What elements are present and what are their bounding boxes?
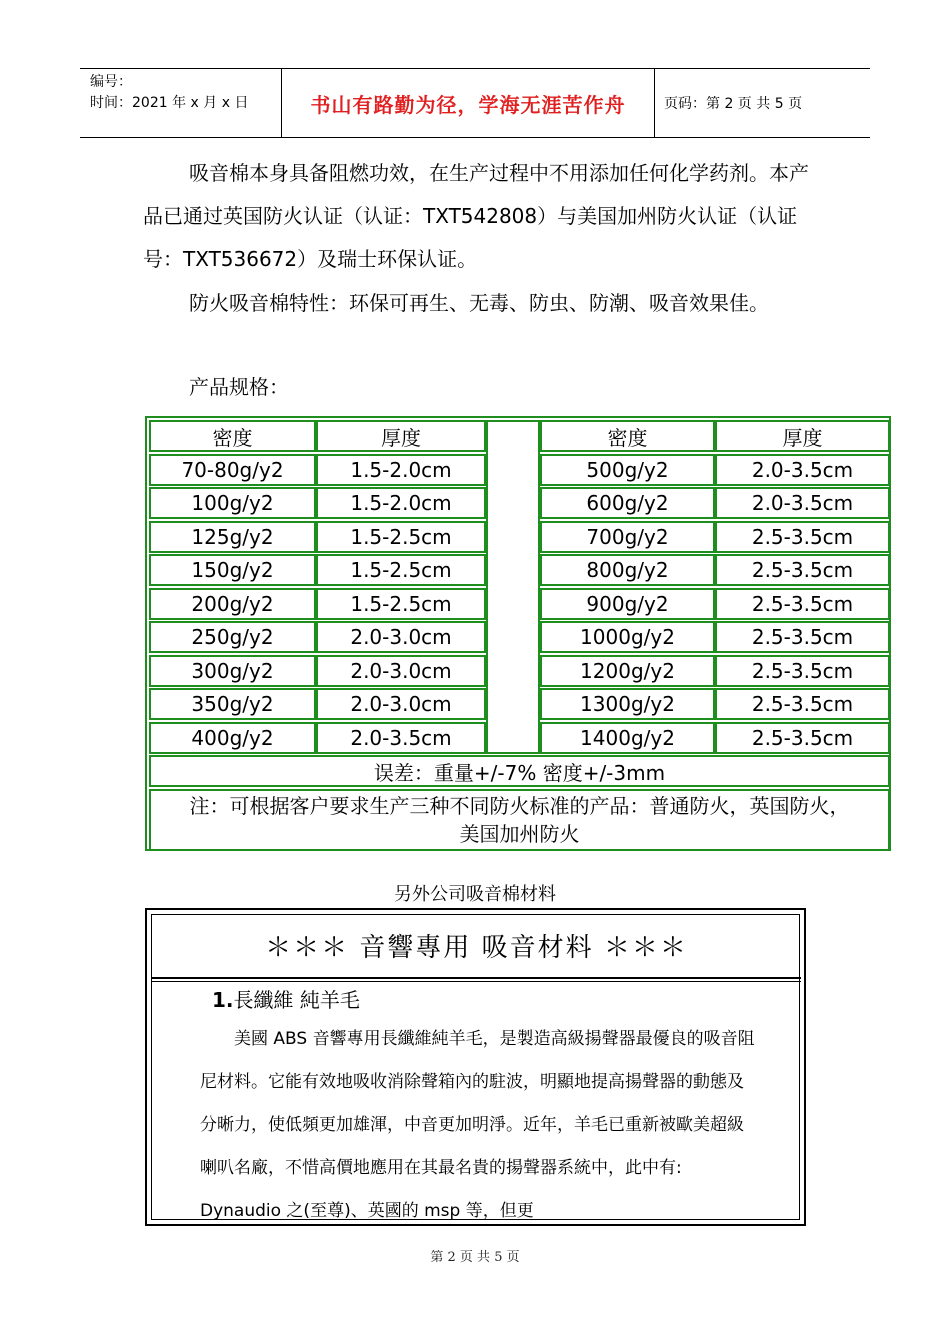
table-cell-thickness: 2.5-3.5cm [715, 554, 890, 586]
paragraph-features: 防火吸音棉特性：环保可再生、无毒、防虫、防潮、吸音效果佳。 [189, 291, 769, 315]
table-cell-density: 1000g/y2 [540, 621, 715, 653]
table-cell-density: 700g/y2 [540, 521, 715, 553]
table-cell-thickness: 2.0-3.5cm [316, 722, 486, 754]
table-cell-thickness: 1.5-2.0cm [316, 487, 486, 519]
table-header-cell: 厚度 [715, 420, 890, 452]
table-cell-density: 350g/y2 [149, 688, 316, 720]
table-note-line: 注：可根据客户要求生产三种不同防火标准的产品：普通防火，英国防火， [189, 793, 850, 818]
table-cell-thickness: 1.5-2.0cm [316, 454, 486, 486]
table-header-cell: 密度 [540, 420, 715, 452]
title-rule [152, 981, 801, 982]
table-cell-thickness: 2.0-3.5cm [715, 454, 890, 486]
box-title: ＊＊＊ 音響專用 吸音材料 ＊＊＊ [265, 933, 688, 963]
table-cell-thickness: 2.5-3.5cm [715, 655, 890, 687]
table-cell-thickness: 2.5-3.5cm [715, 688, 890, 720]
header-divider [654, 69, 655, 137]
table-cell-density: 200g/y2 [149, 588, 316, 620]
table-cell-density: 800g/y2 [540, 554, 715, 586]
table-cell-density: 1200g/y2 [540, 655, 715, 687]
header-time-label: 时间：2021 年 x 月 x 日 [90, 95, 249, 111]
header-motto: 书山有路勤为径，学海无涯苦作舟 [310, 92, 626, 117]
table-note [149, 789, 890, 851]
table-cell-density: 1400g/y2 [540, 722, 715, 754]
item-title: 長纖維 純羊毛 [233, 988, 360, 1012]
table-cell-thickness: 2.5-3.5cm [715, 588, 890, 620]
table-cell-density: 125g/y2 [149, 521, 316, 553]
table-cell-density: 900g/y2 [540, 588, 715, 620]
header-page-label: 页码：第 2 页 共 5 页 [664, 96, 803, 112]
table-cell-thickness: 2.0-3.0cm [316, 655, 486, 687]
item-heading [212, 983, 360, 1017]
item-description: 美國 ABS 音響專用長纖維純羊毛，是製造高級揚聲器最優良的吸音阻尼材料。它能有效地吸收消除聲箱內的駐波，明顯地提高揚聲器的動態及分晰力，使低頻更加雄渾，中音更加明淨。近年，羊毛已重新被歐美超級喇叭名廠，不惜高價地應用在其最名貴的揚聲器系統中，此中有: Dynaudio 之(至尊)、英國的 msp 等，但更 [200, 1029, 755, 1221]
table-cell-thickness: 1.5-2.5cm [316, 521, 486, 553]
table-spacer [486, 420, 540, 754]
acoustic-material-box [145, 908, 806, 1226]
paragraph-intro: 吸音棉本身具备阻燃功效，在生产过程中不用添加任何化学药剂。本产品已通过英国防火认证（认证：TXT542808）与美国加州防火认证（认证号：TXT536672）及瑞士环保认证。 [143, 161, 809, 271]
table-cell-thickness: 1.5-2.5cm [316, 588, 486, 620]
table-cell-thickness: 2.0-3.0cm [316, 688, 486, 720]
table-cell-density: 150g/y2 [149, 554, 316, 586]
table-header-cell: 密度 [149, 420, 316, 452]
table-note-line: 美国加州防火 [459, 821, 580, 846]
caption: 另外公司吸音棉材料 [394, 884, 556, 905]
header-meta [90, 72, 285, 114]
page-footer: 第 2 页 共 5 页 [430, 1250, 520, 1265]
table-cell-density: 100g/y2 [149, 487, 316, 519]
table-cell-density: 250g/y2 [149, 621, 316, 653]
item-number: 1. [212, 988, 234, 1012]
table-cell-density: 500g/y2 [540, 454, 715, 486]
table-cell-thickness: 2.0-3.0cm [316, 621, 486, 653]
table-cell-thickness: 1.5-2.5cm [316, 554, 486, 586]
table-cell-density: 300g/y2 [149, 655, 316, 687]
table-tolerance-row: 误差：重量+/-7% 密度+/-3mm [149, 755, 890, 787]
table-cell-thickness: 2.5-3.5cm [715, 621, 890, 653]
acoustic-material-inner [151, 914, 800, 1220]
table-cell-thickness: 2.0-3.5cm [715, 487, 890, 519]
table-cell-density: 400g/y2 [149, 722, 316, 754]
header-number-label: 编号： [90, 74, 132, 90]
paragraph-spec-heading: 产品规格： [189, 375, 289, 399]
page-header [80, 68, 870, 138]
table-cell-thickness: 2.5-3.5cm [715, 521, 890, 553]
table-cell-thickness: 2.5-3.5cm [715, 722, 890, 754]
spec-table [145, 416, 891, 851]
table-cell-density: 1300g/y2 [540, 688, 715, 720]
table-cell-density: 70-80g/y2 [149, 454, 316, 486]
table-cell-density: 600g/y2 [540, 487, 715, 519]
title-rule [152, 977, 801, 979]
table-header-cell: 厚度 [316, 420, 486, 452]
